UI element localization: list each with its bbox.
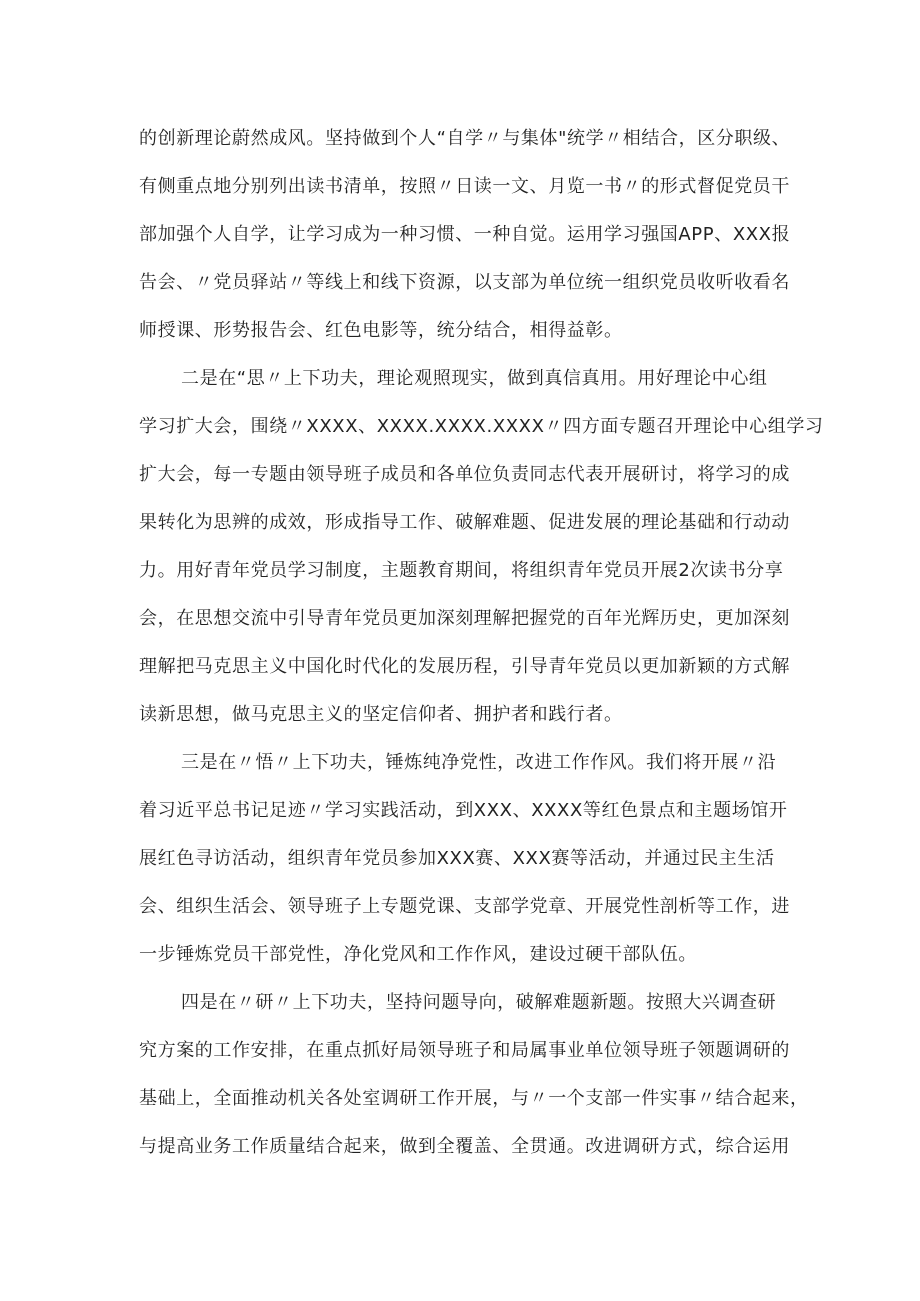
body-text	[139, 121, 824, 1177]
text-line: 部加强个人自学，让学习成为一种习惯、一种自觉。运用学习强国APP、XXX报	[139, 224, 791, 245]
text-line: 会、组织生活会、领导班子上专题党课、支部学党章、开展党性剖析等工作，进	[139, 896, 790, 917]
paragraph-3	[139, 745, 790, 985]
text-line: 基础上，全面推动机关各处室调研工作开展，与〃一个支部一件实事〃结合起来，	[139, 1088, 809, 1109]
paragraph-2	[139, 361, 824, 745]
text-line: 着习近平总书记足迹〃学习实践活动，到XXX、XXXX等红色景点和主题场馆开	[139, 800, 788, 821]
text-line: 力。用好青年党员学习制度，主题教育期间，将组织青年党员开展2次读书分享	[139, 560, 784, 581]
text-line: 究方案的工作安排，在重点抓好局领导班子和局属事业单位领导班子领题调研的	[139, 1040, 790, 1061]
paragraph-1	[139, 121, 791, 361]
text-line: 与提高业务工作质量结合起来，做到全覆盖、全贯通。改进调研方式，综合运用	[139, 1136, 790, 1157]
text-line: 扩大会，每一专题由领导班子成员和各单位负责同志代表开展研讨，将学习的成	[139, 464, 790, 485]
text-line: 告会、〃党员驿站〃等线上和线下资源，以支部为单位统一组织党员收听收看名	[139, 272, 790, 293]
text-line: 师授课、形势报告会、红色电影等，统分结合，相得益彰。	[139, 320, 623, 341]
text-line: 三是在〃悟〃上下功夫，锤炼纯净党性，改进工作作风。我们将开展〃沿	[181, 752, 777, 773]
text-line: 一步锤炼党员干部党性，净化党风和工作作风，建设过硬干部队伍。	[139, 944, 697, 965]
paragraph-4	[139, 985, 809, 1177]
text-line: 有侧重点地分别列出读书清单，按照〃日读一文、月览一书〃的形式督促党员干	[139, 176, 790, 197]
text-line: 四是在〃研〃上下功夫，坚持问题导向，破解难题新题。按照大兴调查研	[181, 992, 777, 1013]
text-line: 展红色寻访活动，组织青年党员参加XXX赛、XXX赛等活动，并通过民主生活	[139, 848, 775, 869]
text-line: 读新思想，做马克思主义的坚定信仰者、拥护者和践行者。	[139, 704, 623, 725]
text-line: 会，在思想交流中引导青年党员更加深刻理解把握党的百年光辉历史，更加深刻	[139, 608, 790, 629]
text-line: 果转化为思辨的成效，形成指导工作、破解难题、促进发展的理论基础和行动动	[139, 512, 790, 533]
text-line: 理解把马克思主义中国化时代化的发展历程，引导青年党员以更加新颖的方式解	[139, 656, 790, 677]
text-line: 二是在“思〃上下功夫，理论观照现实，做到真信真用。用好理论中心组	[181, 368, 768, 389]
text-line: 的创新理论蔚然成风。坚持做到个人“自学〃与集体"统学〃相结合，区分职级、	[139, 128, 791, 149]
text-line: 学习扩大会，围绕〃XXXX、XXXX.XXXX.XXXX〃四方面专题召开理论中心组学习	[139, 416, 824, 437]
